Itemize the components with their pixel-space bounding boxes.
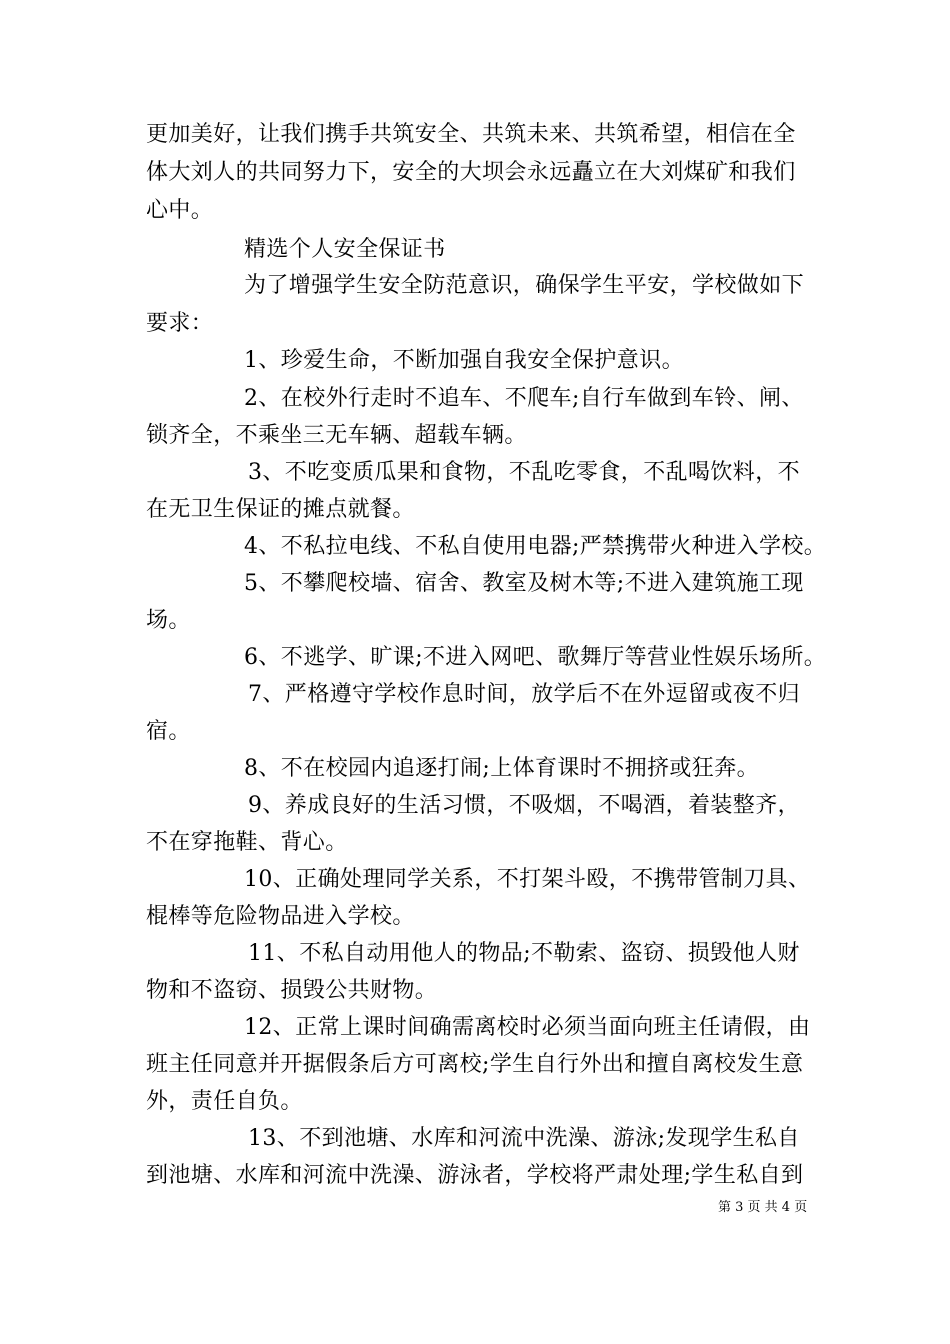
list-item: 13、不到池塘、水库和河流中洗澡、游泳;发现学生私自 xyxy=(248,1126,800,1151)
text-line: 物和不盗窃、损毁公共财物。 xyxy=(146,978,438,1003)
page-number: 第 3 页 共 4 页 xyxy=(718,1200,808,1215)
list-item: 7、严格遵守学校作息时间，放学后不在外逗留或夜不归 xyxy=(248,682,800,707)
section-title: 精选个人安全保证书 xyxy=(244,237,446,262)
list-item: 11、不私自动用他人的物品;不勒索、盗窃、损毁他人财 xyxy=(248,941,800,966)
list-item: 1、珍爱生命，不断加强自我安全保护意识。 xyxy=(244,348,684,373)
list-item: 10、正确处理同学关系，不打架斗殴，不携带管制刀具、 xyxy=(244,867,811,892)
text-line: 宿。 xyxy=(146,719,191,744)
text-line: 心中。 xyxy=(146,198,214,223)
text-line: 在无卫生保证的摊点就餐。 xyxy=(146,497,415,522)
text-line: 更加美好，让我们携手共筑安全、共筑未来、共筑希望，相信在全 xyxy=(146,122,796,147)
list-item: 6、不逃学、旷课;不进入网吧、歌舞厅等营业性娱乐场所。 xyxy=(244,645,827,670)
list-item: 8、不在校园内追逐打闹;上体育课时不拥挤或狂奔。 xyxy=(244,756,760,781)
list-item: 2、在校外行走时不追车、不爬车;自行车做到车铃、闸、 xyxy=(244,386,804,411)
list-item: 5、不攀爬校墙、宿舍、教室及树木等;不进入建筑施工现 xyxy=(244,571,804,596)
text-line: 要求： xyxy=(146,311,214,336)
list-item: 9、养成良好的生活习惯，不吸烟，不喝酒，着装整齐， xyxy=(248,793,800,818)
text-line: 棍棒等危险物品进入学校。 xyxy=(146,904,415,929)
list-item: 12、正常上课时间确需离校时必须当面向班主任请假，由 xyxy=(244,1015,811,1040)
text-line: 锁齐全，不乘坐三无车辆、超载车辆。 xyxy=(146,423,527,448)
list-item: 3、不吃变质瓜果和食物，不乱吃零食，不乱喝饮料，不 xyxy=(248,460,800,485)
text-line: 场。 xyxy=(146,608,191,633)
list-item: 4、不私拉电线、不私自使用电器;严禁携带火种进入学校。 xyxy=(244,534,827,559)
text-line: 不在穿拖鞋、背心。 xyxy=(146,830,348,855)
text-line: 体大刘人的共同努力下，安全的大坝会永远矗立在大刘煤矿和我们 xyxy=(146,160,796,185)
text-line: 班主任同意并开据假条后方可离校;学生自行外出和擅自离校发生意 xyxy=(146,1052,804,1077)
text-line: 到池塘、水库和河流中洗澡、游泳者，学校将严肃处理;学生私自到 xyxy=(146,1163,804,1188)
text-line: 外，责任自负。 xyxy=(146,1089,303,1114)
text-line: 为了增强学生安全防范意识，确保学生平安，学校做如下 xyxy=(244,273,805,298)
